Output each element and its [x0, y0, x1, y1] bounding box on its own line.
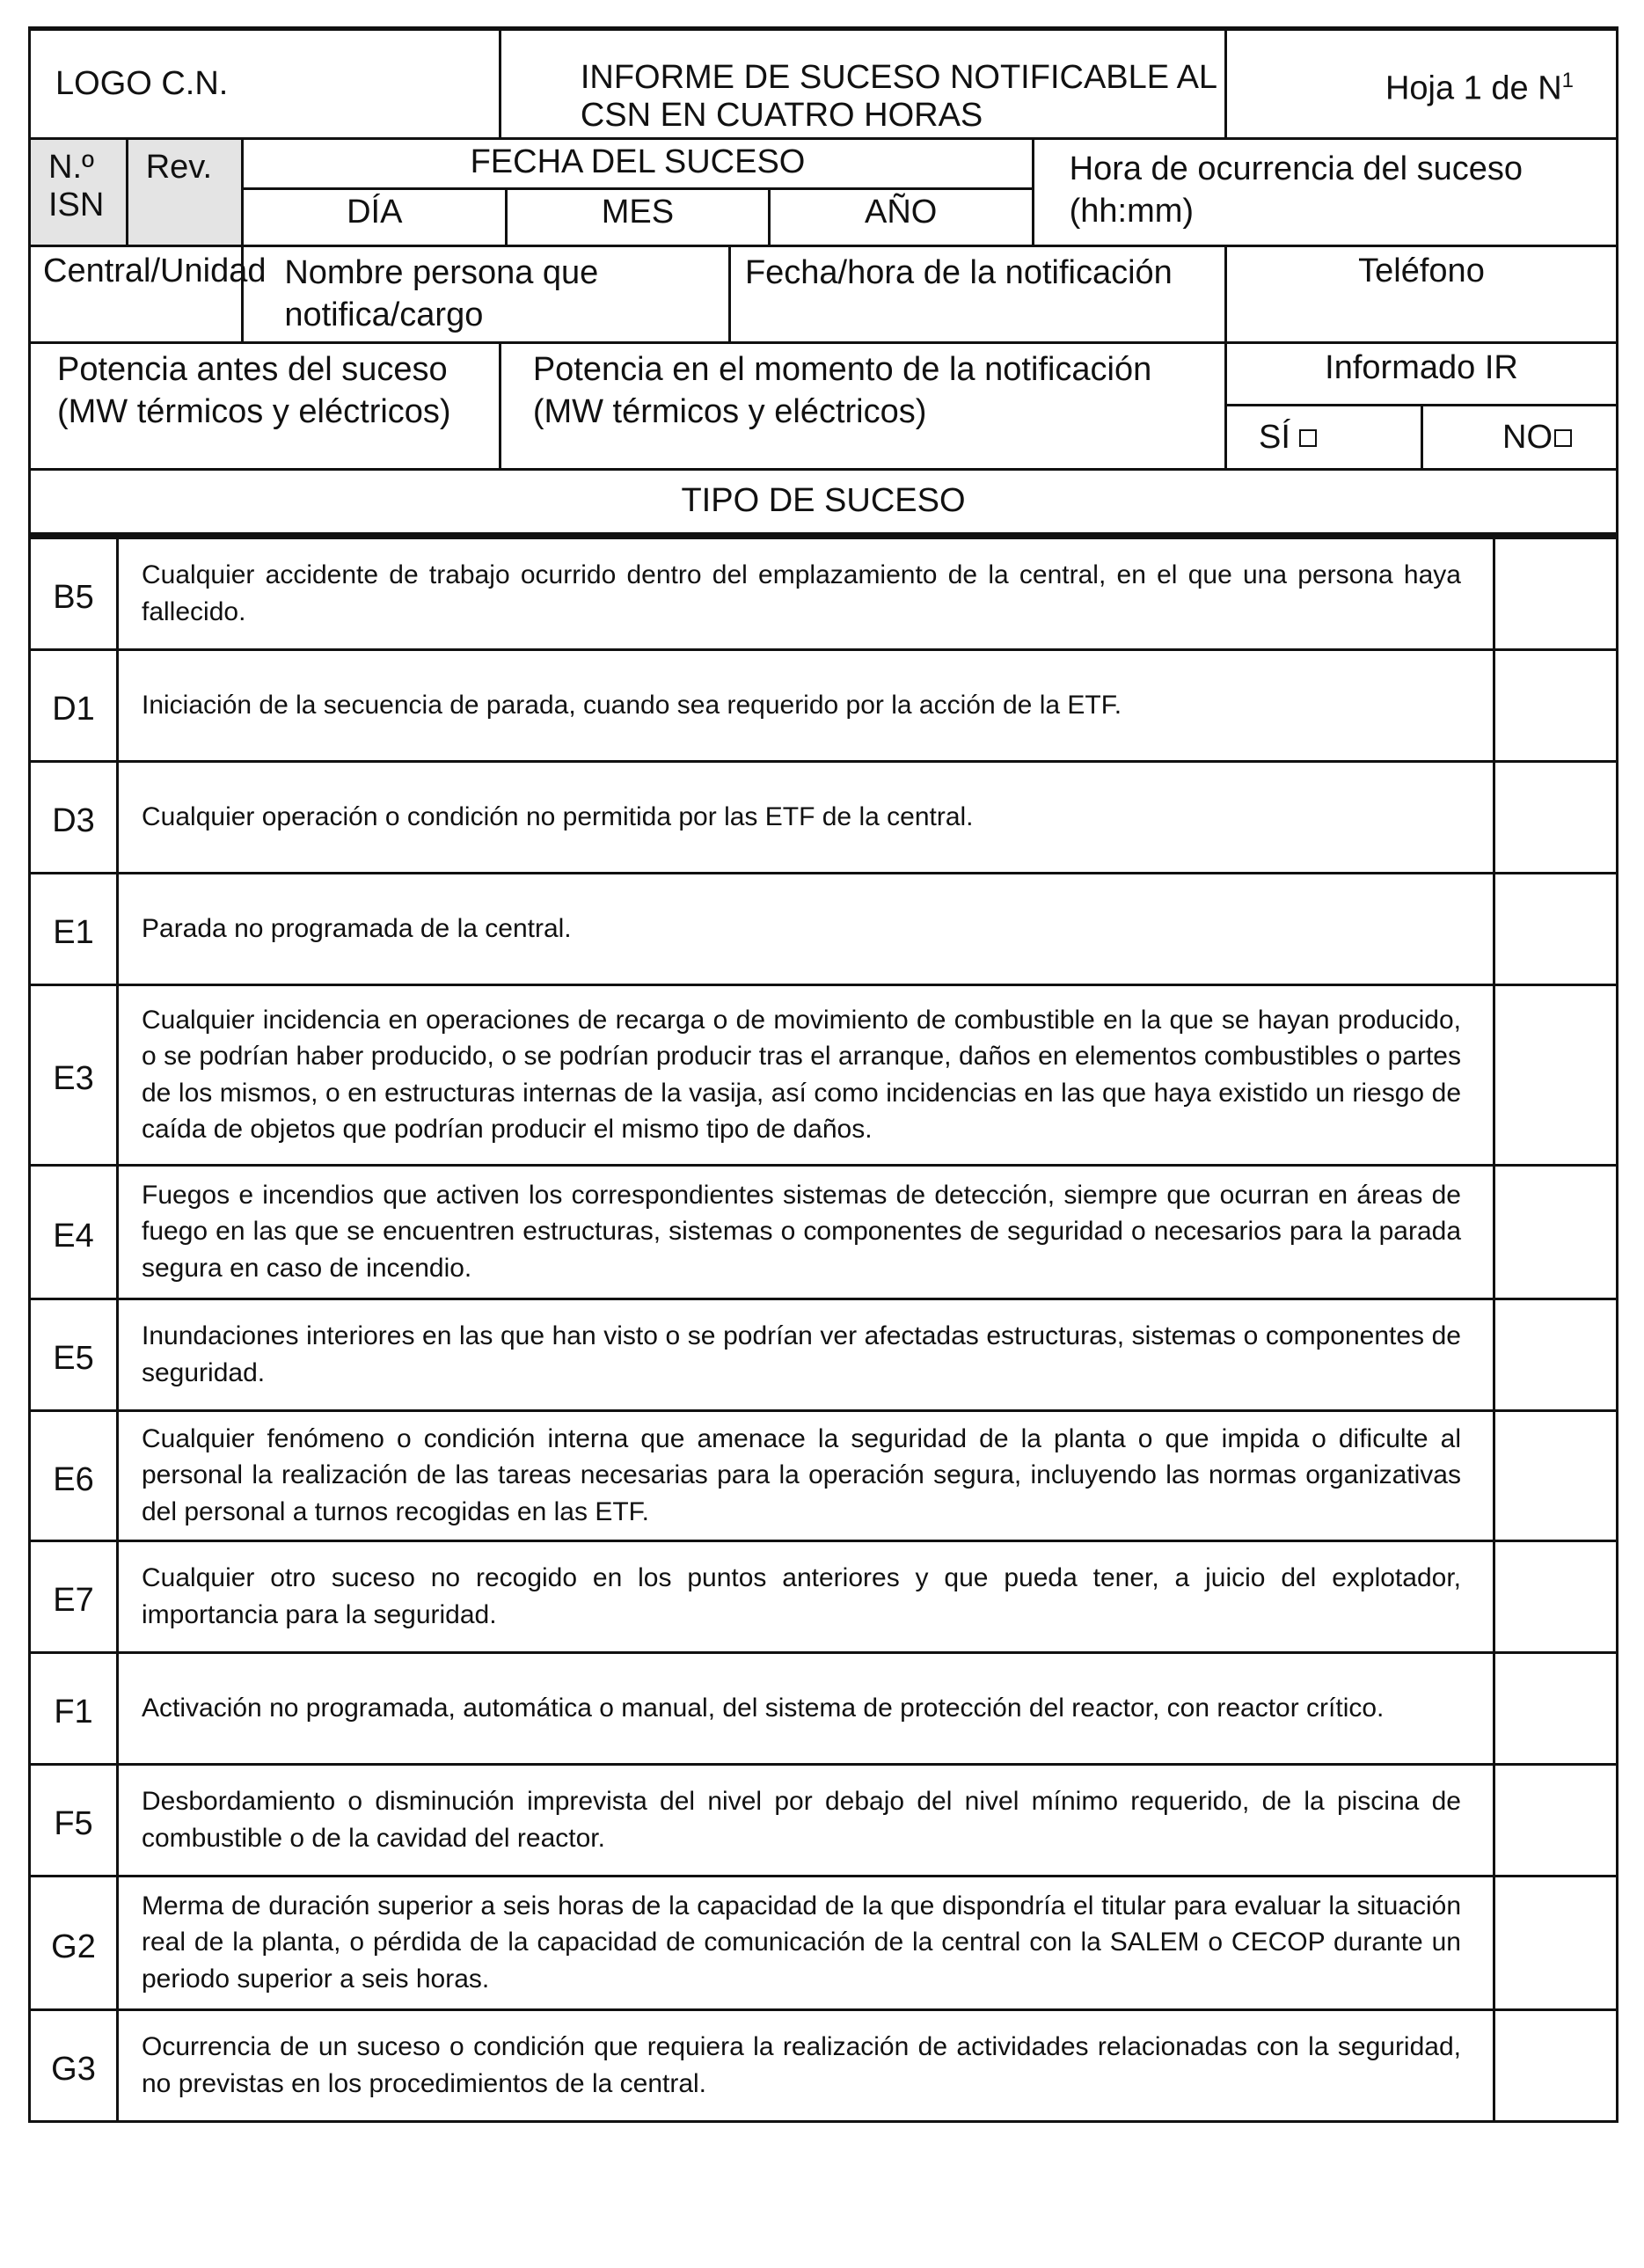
title-cell	[500, 29, 1225, 139]
notification-date-cell	[729, 246, 1225, 343]
event-description: Cualquier accidente de trabajo ocurrido dentro del emplazamiento de la central, en el que una persona haya fallecido.	[118, 538, 1494, 649]
event-description: Ocurrencia de un suceso o condición que requiera la realización de actividades relacionadas con la seguridad, no previstas en los procedimientos de la central.	[118, 2009, 1494, 2121]
form-title: INFORME DE SUCESO NOTIFICABLE AL CSN EN CUATRO HORAS	[580, 58, 1217, 134]
rev-label: Rev.	[145, 149, 213, 186]
central-label: Central/Unidad	[43, 252, 267, 289]
event-types-table	[28, 537, 1618, 2123]
sheet-number: Hoja 1 de N	[1385, 70, 1562, 107]
event-check-cell[interactable]	[1494, 649, 1618, 761]
event-check-cell[interactable]	[1494, 538, 1618, 649]
power-before-label: Potencia antes del suceso (MW térmicos y eléctricos)	[57, 351, 451, 430]
ir-informed-cell	[1226, 343, 1618, 470]
event-code: D3	[30, 761, 118, 873]
event-row	[30, 1165, 1618, 1299]
nisn-cell	[30, 139, 128, 246]
rev-cell	[127, 139, 243, 246]
event-code: E6	[30, 1410, 118, 1540]
ir-no-option[interactable]	[1421, 406, 1616, 469]
event-row	[30, 984, 1618, 1165]
event-type-title: TIPO DE SUCESO	[30, 471, 1618, 534]
notification-date-label: Fecha/hora de la notificación	[744, 254, 1173, 291]
notifier-cell	[243, 246, 730, 343]
event-description: Inundaciones interiores en las que han visto o se podrían ver afectadas estructuras, sistemas o componentes de seguridad.	[118, 1299, 1494, 1410]
event-description: Merma de duración superior a seis horas de la capacidad de la que dispondría el titular para evaluar la situación real de la planta, o pérdida de la capacidad de comunicación de la central con la SALEM o CECOP durante un periodo superior a seis horas.	[118, 1876, 1494, 2009]
central-cell	[30, 246, 267, 343]
logo-placeholder: LOGO C.N.	[55, 65, 229, 102]
event-description: Cualquier operación o condición no permitida por las ETF de la central.	[118, 761, 1494, 873]
ir-informed-grid	[1227, 344, 1616, 468]
event-row	[30, 1764, 1618, 1876]
event-check-cell[interactable]	[1494, 1652, 1618, 1764]
hour-label: Hora de ocurrencia del suceso (hh:mm)	[1069, 150, 1523, 230]
hour-cell	[1033, 139, 1617, 246]
year-label: AÑO	[769, 189, 1031, 245]
event-types-body	[30, 538, 1618, 2121]
event-row	[30, 1299, 1618, 1410]
event-row	[30, 1876, 1618, 2009]
event-description: Activación no programada, automática o manual, del sistema de protección del reactor, con reactor crítico.	[118, 1652, 1494, 1764]
power-now-cell	[500, 343, 1225, 470]
power-before-cell	[30, 343, 501, 470]
event-date-grid	[244, 140, 1031, 245]
event-row	[30, 873, 1618, 984]
event-check-cell[interactable]	[1494, 984, 1618, 1165]
power-now-label: Potencia en el momento de la notificación (MW térmicos y eléctricos)	[532, 351, 1152, 430]
event-type-title-table	[28, 471, 1618, 537]
event-code: E4	[30, 1165, 118, 1299]
event-description: Cualquier fenómeno o condición interna que amenace la seguridad de la planta o que impida o dificulte al personal la realización de las tareas necesarias para la operación segura, incluyendo las normas organizativas del personal a turnos recogidas en las ETF.	[118, 1410, 1494, 1540]
day-label: DÍA	[244, 189, 506, 245]
event-check-cell[interactable]	[1494, 1299, 1618, 1410]
event-row	[30, 538, 1618, 649]
event-date-label: FECHA DEL SUCESO	[470, 143, 806, 180]
ir-yes-checkbox[interactable]	[1299, 429, 1317, 447]
event-check-cell[interactable]	[1494, 761, 1618, 873]
event-check-cell[interactable]	[1494, 873, 1618, 984]
ir-no-checkbox[interactable]	[1554, 429, 1572, 447]
event-check-cell[interactable]	[1494, 2009, 1618, 2121]
notifier-label: Nombre persona que notifica/cargo	[284, 254, 599, 333]
ir-yes-label: SÍ	[1259, 418, 1290, 456]
event-description: Cualquier otro suceso no recogido en los puntos anteriores y que pueda tener, a juicio del explotador, importancia para la seguridad.	[118, 1540, 1494, 1652]
event-code: E3	[30, 984, 118, 1165]
event-check-cell[interactable]	[1494, 1165, 1618, 1299]
event-code: G2	[30, 1876, 118, 2009]
sheet-cell	[1226, 29, 1618, 139]
ir-informed-label: Informado IR	[1325, 349, 1518, 386]
month-label: MES	[507, 189, 769, 245]
event-date-cell	[243, 139, 1033, 246]
ir-no-label: NO	[1502, 418, 1553, 456]
event-code: D1	[30, 649, 118, 761]
ir-yes-option[interactable]	[1227, 406, 1421, 469]
sheet-number-sup: 1	[1561, 69, 1574, 93]
event-description: Desbordamiento o disminución imprevista del nivel por debajo del nivel mínimo requerido, de la piscina de combustible o de la cavidad del reactor.	[118, 1764, 1494, 1876]
phone-label: Teléfono	[1358, 252, 1485, 289]
event-row	[30, 1652, 1618, 1764]
event-description: Iniciación de la secuencia de parada, cuando sea requerido por la acción de la ETF.	[118, 649, 1494, 761]
event-code: E5	[30, 1299, 118, 1410]
event-row	[30, 649, 1618, 761]
event-code: B5	[30, 538, 118, 649]
notification-form	[28, 26, 1618, 2123]
event-code: F1	[30, 1652, 118, 1764]
event-row	[30, 1540, 1618, 1652]
event-description: Fuegos e incendios que activen los correspondientes sistemas de detección, siempre que ocurran en áreas de fuego en las que se encuentren estructuras, sistemas o componentes de seguridad o necesarios para la parada segura en caso de incendio.	[118, 1165, 1494, 1299]
event-check-cell[interactable]	[1494, 1410, 1618, 1540]
event-check-cell[interactable]	[1494, 1876, 1618, 2009]
logo-cell	[30, 29, 501, 139]
event-description: Cualquier incidencia en operaciones de recarga o de movimiento de combustible en la que se hayan producido, o se podrían haber producido, o se podrían producir tras el arranque, daños en elementos combustibles o partes de los mismos, o en estructuras internas de la vasija, así como incidencias en las que haya existido un riesgo de caída de objetos que podrían producir el mismo tipo de daños.	[118, 984, 1494, 1165]
event-code: E7	[30, 1540, 118, 1652]
event-row	[30, 1410, 1618, 1540]
event-check-cell[interactable]	[1494, 1540, 1618, 1652]
event-row	[30, 2009, 1618, 2121]
event-code: F5	[30, 1764, 118, 1876]
form-header	[28, 26, 1618, 471]
event-code: G3	[30, 2009, 118, 2121]
event-description: Parada no programada de la central.	[118, 873, 1494, 984]
phone-cell	[1226, 246, 1618, 343]
event-code: E1	[30, 873, 118, 984]
event-row	[30, 761, 1618, 873]
nisn-label: N.º ISN	[48, 149, 105, 223]
event-check-cell[interactable]	[1494, 1764, 1618, 1876]
